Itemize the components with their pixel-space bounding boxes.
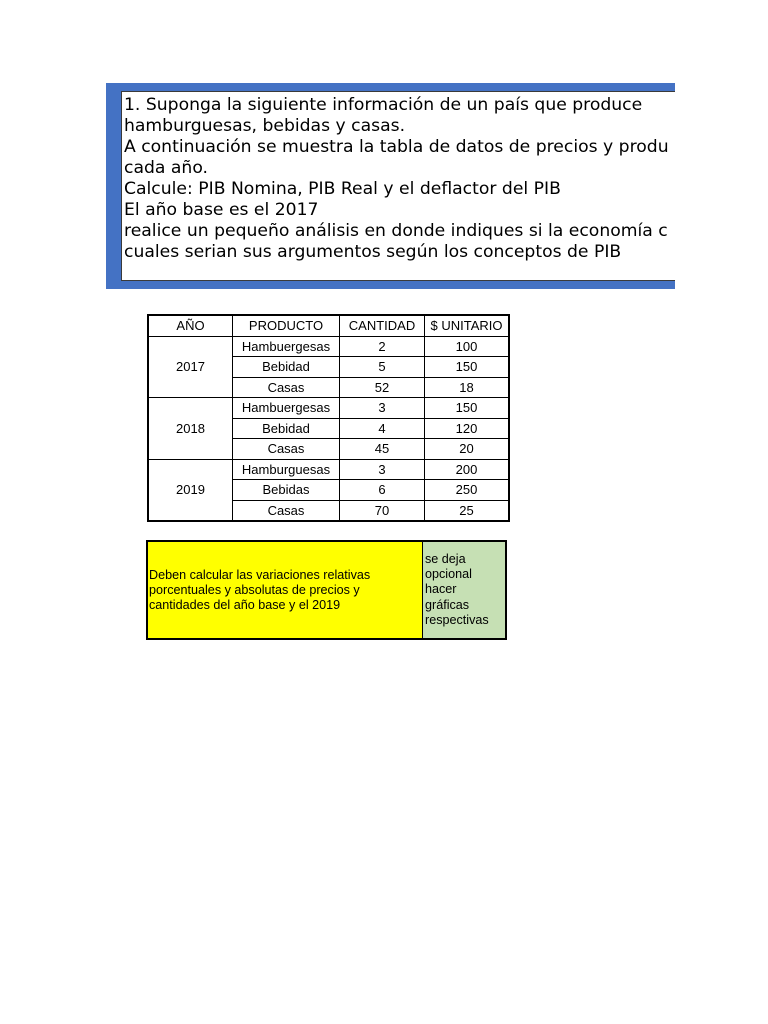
product-cell: Hambuergesas xyxy=(233,398,340,419)
product-cell: Bebidad xyxy=(233,357,340,378)
instructions-line: realice un pequeño análisis en donde indiques si la economía c xyxy=(124,221,668,241)
instructions-text-area xyxy=(121,91,675,281)
note-line: Deben calcular las variaciones relativas xyxy=(149,567,371,582)
note-line: hacer xyxy=(425,582,457,597)
year-cell: 2019 xyxy=(148,459,233,521)
instructions-line: cada año. xyxy=(124,158,208,178)
header-unit-price: $ UNITARIO xyxy=(425,315,510,336)
price-cell: 250 xyxy=(425,480,510,501)
table-row xyxy=(148,459,509,480)
note-line: porcentuales y absolutas de precios y xyxy=(149,582,360,597)
instructions-line: hamburguesas, bebidas y casas. xyxy=(124,116,406,136)
instructions-box xyxy=(106,83,675,289)
price-cell: 120 xyxy=(425,418,510,439)
quantity-cell: 45 xyxy=(340,439,425,460)
note-line: respectivas xyxy=(425,612,489,627)
assignment-note-row xyxy=(146,540,507,640)
header-product: PRODUCTO xyxy=(233,315,340,336)
note-line: opcional xyxy=(425,567,472,582)
table-row xyxy=(148,398,509,419)
optional-task-note xyxy=(423,542,505,638)
year-cell: 2017 xyxy=(148,336,233,398)
quantity-cell: 3 xyxy=(340,398,425,419)
quantity-cell: 3 xyxy=(340,459,425,480)
instructions-line: El año base es el 2017 xyxy=(124,200,319,220)
product-cell: Hambuergesas xyxy=(233,336,340,357)
table-row xyxy=(148,336,509,357)
product-cell: Casas xyxy=(233,439,340,460)
note-line: cantidades del año base y el 2019 xyxy=(149,597,341,612)
quantity-cell: 6 xyxy=(340,480,425,501)
quantity-cell: 5 xyxy=(340,357,425,378)
product-cell: Hamburguesas xyxy=(233,459,340,480)
product-cell: Casas xyxy=(233,500,340,521)
quantity-cell: 52 xyxy=(340,377,425,398)
instructions-line: A continuación se muestra la tabla de datos de precios y produ xyxy=(124,137,669,157)
required-task-note xyxy=(148,542,423,638)
instructions-line: 1. Suponga la siguiente información de un país que produce xyxy=(124,95,643,115)
price-cell: 100 xyxy=(425,336,510,357)
price-cell: 150 xyxy=(425,398,510,419)
note-line: gráficas xyxy=(425,597,470,612)
quantity-cell: 4 xyxy=(340,418,425,439)
production-price-table xyxy=(147,314,510,522)
note-line: se deja xyxy=(425,551,466,566)
product-cell: Bebidas xyxy=(233,480,340,501)
price-cell: 25 xyxy=(425,500,510,521)
instructions-text xyxy=(124,95,675,263)
product-cell: Casas xyxy=(233,377,340,398)
instructions-line: cuales serian sus argumentos según los conceptos de PIB xyxy=(124,242,622,262)
table-header-row xyxy=(148,315,509,336)
product-cell: Bebidad xyxy=(233,418,340,439)
header-quantity: CANTIDAD xyxy=(340,315,425,336)
price-cell: 20 xyxy=(425,439,510,460)
price-cell: 200 xyxy=(425,459,510,480)
header-year: AÑO xyxy=(148,315,233,336)
price-cell: 150 xyxy=(425,357,510,378)
price-cell: 18 xyxy=(425,377,510,398)
instructions-line: Calcule: PIB Nomina, PIB Real y el deflactor del PIB xyxy=(124,179,561,199)
quantity-cell: 2 xyxy=(340,336,425,357)
quantity-cell: 70 xyxy=(340,500,425,521)
year-cell: 2018 xyxy=(148,398,233,460)
